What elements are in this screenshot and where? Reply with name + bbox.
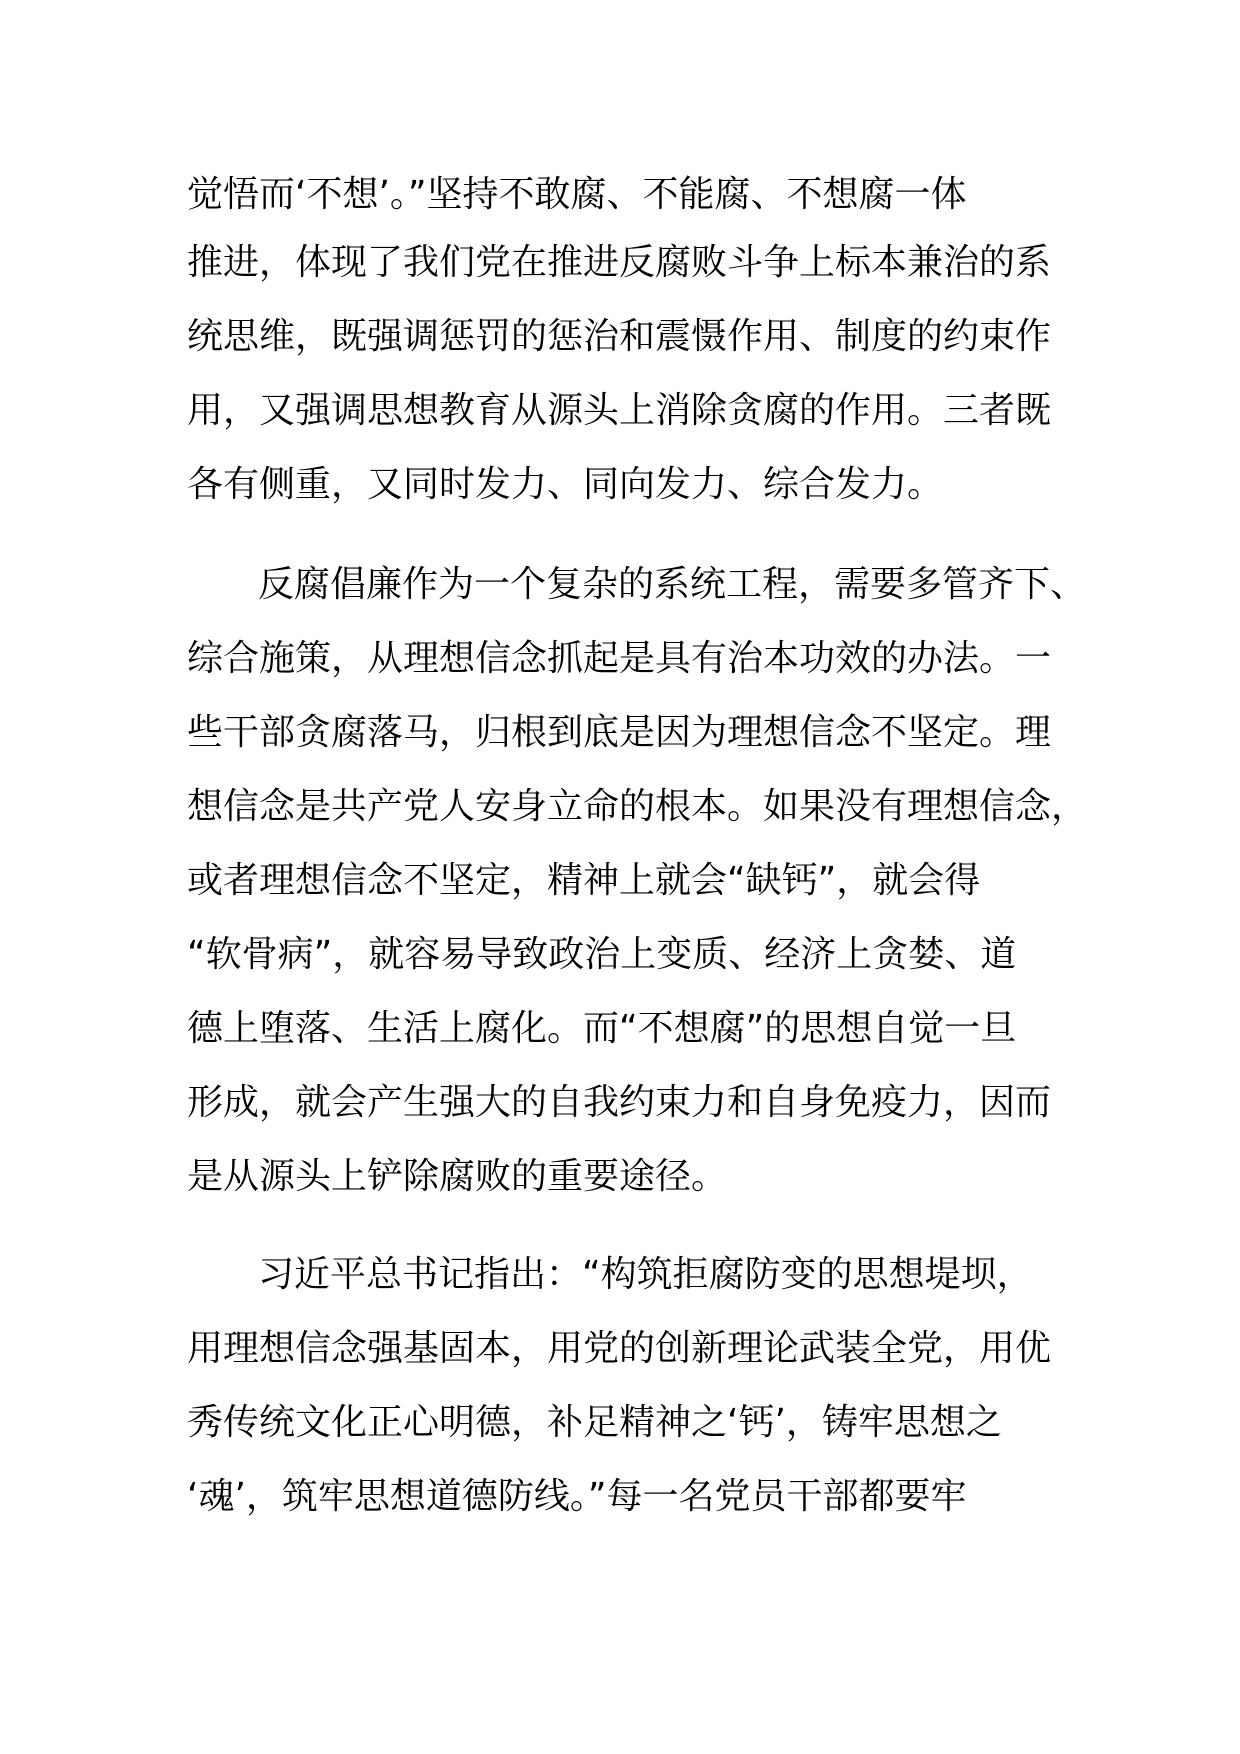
paragraph-2-line-6: “软骨病”，就容易导致政治上变质、经济上贪婪、道	[187, 934, 1017, 975]
paragraph-3-line-4: ‘魂’，筑牢思想道德防线。”每一名党员干部都要牢	[187, 1476, 967, 1517]
paragraph-2-line-7: 德上堕落、生活上腐化。而“不想腐”的思想自觉一旦	[187, 1008, 1017, 1049]
paragraph-2-line-8: 形成，就会产生强大的自我约束力和自身免疫力，因而	[187, 1082, 1052, 1123]
paragraph-3-line-3: 秀传统文化正心明德，补足精神之‘钙’，铸牢思想之	[187, 1402, 1002, 1443]
paragraph-2-line-1: 反腐倡廉作为一个复杂的系统工程，需要多管齐下、	[258, 564, 1087, 605]
paragraph-1-line-1: 觉悟而‘不想’。”坚持不敢腐、不能腐、不想腐一体	[187, 174, 967, 215]
paragraph-2-line-5: 或者理想信念不坚定，精神上就会“缺钙”，就会得	[187, 860, 981, 901]
paragraph-1-line-4: 用，又强调思想教育从源头上消除贪腐的作用。三者既	[187, 390, 1052, 431]
paragraph-3-line-2: 用理想信念强基固本，用党的创新理论武装全党，用优	[187, 1328, 1052, 1369]
paragraph-2-line-3: 些干部贪腐落马，归根到底是因为理想信念不坚定。理	[187, 712, 1052, 753]
paragraph-2-line-4: 想信念是共产党人安身立命的根本。如果没有理想信念，	[187, 786, 1088, 827]
paragraph-2-line-9: 是从源头上铲除腐败的重要途径。	[187, 1156, 728, 1197]
paragraph-3-line-1: 习近平总书记指出：“构筑拒腐防变的思想堤坝，	[258, 1254, 1033, 1295]
paragraph-1-line-2: 推进，体现了我们党在推进反腐败斗争上标本兼治的系	[187, 242, 1052, 283]
paragraph-1-line-5: 各有侧重，又同时发力、同向发力、综合发力。	[187, 464, 944, 505]
paragraph-2-line-2: 综合施策，从理想信念抓起是具有治本功效的办法。一	[187, 638, 1052, 679]
paragraph-1-line-3: 统思维，既强调惩罚的惩治和震慑作用、制度的约束作	[187, 316, 1052, 357]
